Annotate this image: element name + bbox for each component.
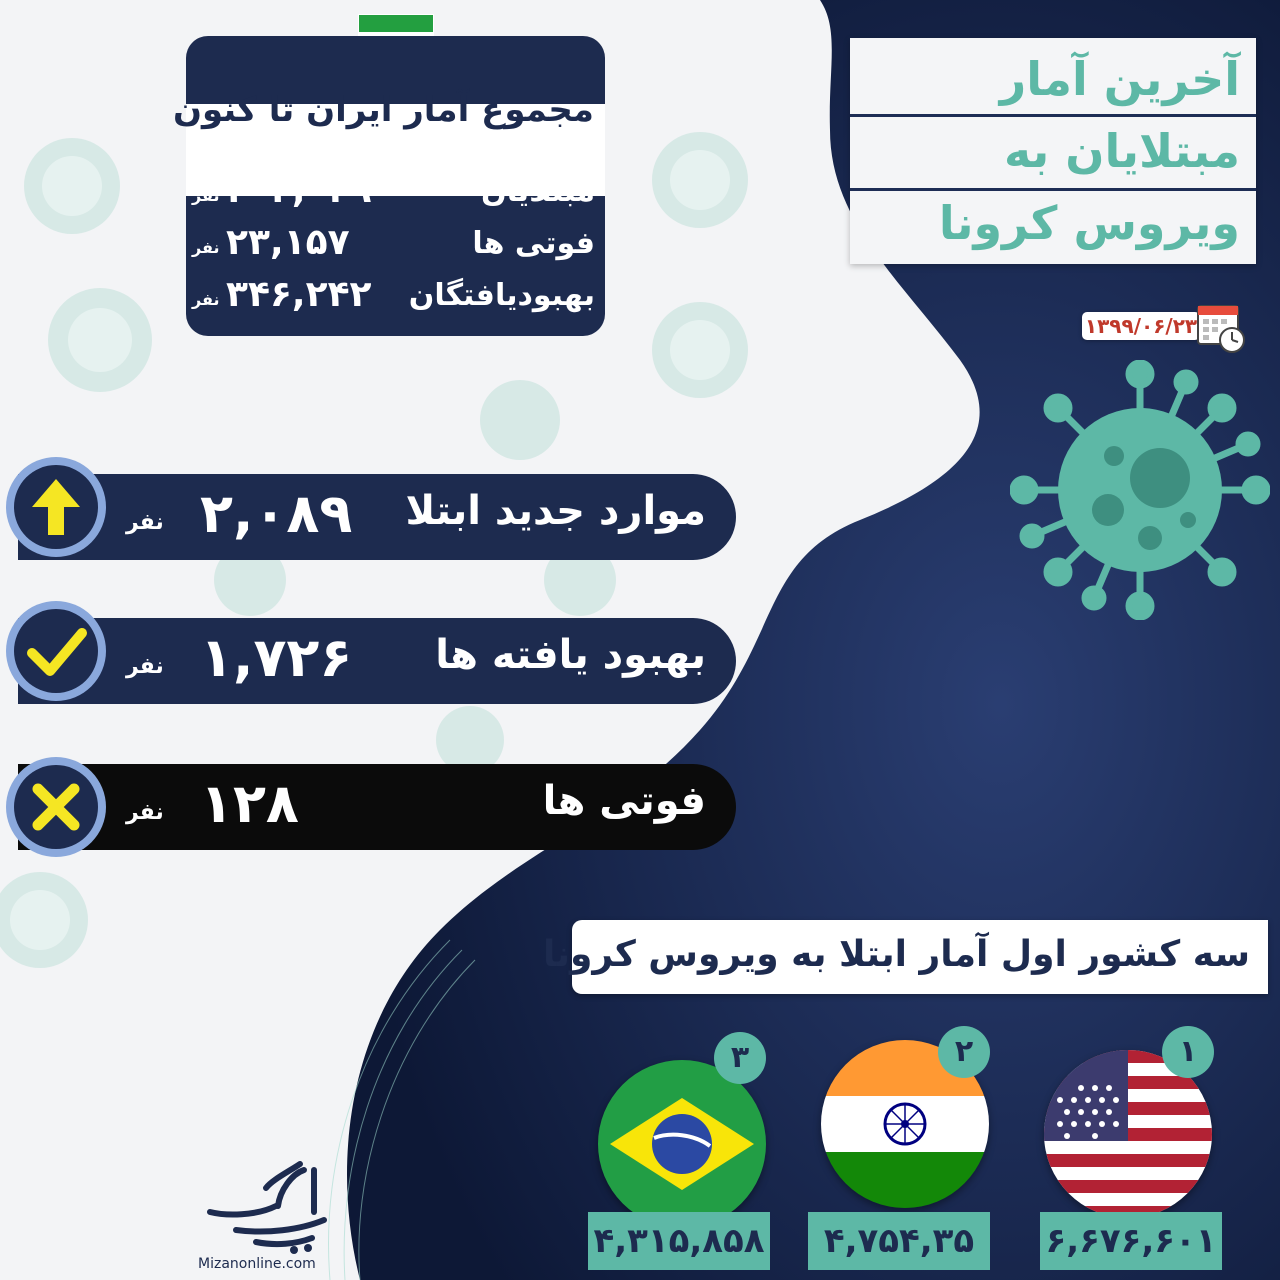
stat-value: ۲۳,۱۵۷ [226,222,350,263]
top-countries-header [543,920,1268,994]
bar-value: ۲,۰۸۹ [200,482,353,545]
bar-label: فوتی ها [542,778,706,824]
title-line-2: مبتلایان به [1004,124,1240,178]
bar-label: موارد جدید ابتلا [405,488,706,534]
stat-label: فوتی ها [472,226,595,261]
title-separator [850,188,1256,191]
date-badge: ۱۳۹۹/۰۶/۲۳ [1082,312,1200,340]
bar-unit: نفر [126,654,164,679]
stat-unit: نفر [192,238,220,257]
x-icon [14,765,98,849]
title-line-1: آخرین آمار [999,52,1240,106]
bar-label: بهبود یافته ها [435,632,706,678]
country-value: ۴,۷۵۴,۳۵ [808,1212,990,1270]
stat-label: بهبودیافتگان [408,278,595,313]
rank-badge: ۱ [1162,1026,1214,1078]
bar-value: ۱۲۸ [200,772,299,835]
stat-value: ۳۴۶,۲۴۲ [226,274,372,315]
check-icon [14,609,98,693]
calendar-clock-icon [1196,300,1248,354]
stat-row-cases [192,170,597,214]
logo-url: Mizanonline.com [198,1256,316,1272]
x-badge [6,757,106,857]
bar-unit: نفر [126,510,164,535]
stat-row-deaths [192,222,597,266]
arrow-up-badge [6,457,106,557]
title-line-3: ویروس کرونا [938,196,1240,250]
stat-unit: نفر [192,290,220,309]
bar-unit: نفر [126,800,164,825]
daily-deaths-bar [18,764,736,850]
virus-icon [1010,360,1270,620]
check-badge [6,601,106,701]
rank-badge: ۲ [938,1026,990,1078]
top-countries-title: سه کشور اول آمار ابتلا به ویروس کرونا [543,934,1250,975]
iran-totals-title: مجموع آمار ایران تا کنون [172,90,594,130]
brazil-flag-icon [598,1060,766,1228]
mizan-logo [196,1150,336,1260]
daily-recovered-bar [18,618,736,704]
rank-badge: ۳ [714,1032,766,1084]
title-separator [850,114,1256,117]
daily-new-cases-bar [18,474,736,560]
main-title-box [850,38,1256,264]
stat-value: ۴۰۲,۰۲۹ [226,170,372,211]
stat-label: مبتلایان [481,174,595,209]
country-value: ۴,۳۱۵,۸۵۸ [588,1212,770,1270]
stat-row-recovered [192,274,597,318]
country-value: ۶,۶۷۶,۶۰۱ [1040,1212,1222,1270]
arrow-up-icon [14,465,98,549]
stat-unit: نفر [192,186,220,205]
bar-value: ۱,۷۲۶ [200,626,353,689]
